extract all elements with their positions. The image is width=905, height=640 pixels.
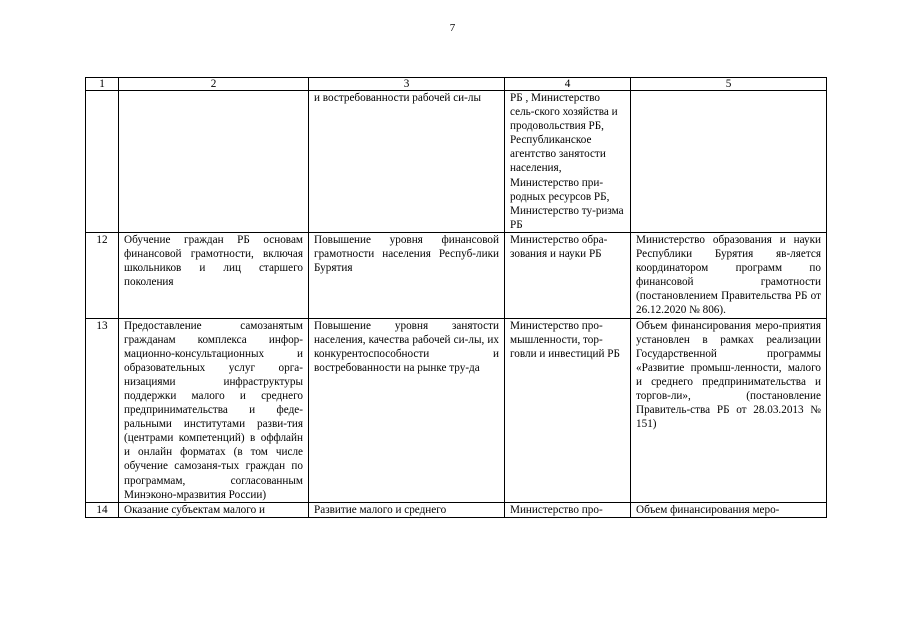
cell-measure: Обучение граждан РБ основам финансовой грамотности, включая школьников и лиц старшего поколения — [119, 232, 309, 318]
table-header-row — [86, 78, 827, 91]
cell-goal: Развитие малого и среднего — [309, 502, 505, 517]
header-col-5: 5 — [631, 78, 827, 91]
header-col-1: 1 — [86, 78, 119, 91]
page-number: 7 — [449, 22, 456, 34]
cell-goal: Повышение уровня занятости населения, качества рабочей си-лы, их конкурентоспособности и востребованности на рынке тру-да — [309, 318, 505, 502]
header-col-2: 2 — [119, 78, 309, 91]
table-row — [86, 232, 827, 318]
measures-table — [85, 77, 827, 518]
cell-number — [86, 91, 119, 233]
cell-measure — [119, 91, 309, 233]
cell-note: Объем финансирования меро- — [631, 502, 827, 517]
cell-measure: Оказание субъектам малого и — [119, 502, 309, 517]
cell-goal: и востребованности рабочей си-лы — [309, 91, 505, 233]
header-col-3: 3 — [309, 78, 505, 91]
cell-number: 14 — [86, 502, 119, 517]
cell-number: 12 — [86, 232, 119, 318]
table-row — [86, 91, 827, 233]
cell-number: 13 — [86, 318, 119, 502]
table-row — [86, 318, 827, 502]
cell-responsible: Министерство про-мышленности, тор-говли и инвестиций РБ — [505, 318, 631, 502]
cell-note: Объем финансирования меро-приятия установлен в рамках реализации Государственной программы «Развитие промыш-ленности, малого и среднего предпринимательства и торгов-ли», (постановление Правитель-ства РБ от 28.03.2013 № 151) — [631, 318, 827, 502]
cell-note — [631, 91, 827, 233]
cell-responsible: Министерство обра-зования и науки РБ — [505, 232, 631, 318]
cell-responsible: Министерство про- — [505, 502, 631, 517]
cell-note: Министерство образования и науки Республики Бурятия яв-ляется координатором программ по финансовой грамотности (постановлением Правительства РБ от 26.12.2020 № 806). — [631, 232, 827, 318]
cell-responsible: РБ , Министерство сель-ского хозяйства и продовольствия РБ, Республиканское агентство занятости населения, Министерство при-родных ресурсов РБ, Министерство ту-ризма РБ — [505, 91, 631, 233]
header-col-4: 4 — [505, 78, 631, 91]
table-row — [86, 502, 827, 517]
cell-measure: Предоставление самозанятым гражданам комплекса инфор-мационно-консультационных и образовательных услуг орга-низациями инфраструктуры поддержки малого и среднего предпринимательства и феде-ральными институтами разви-тия (центрами компетенций) в оффлайн и онлайн форматах (в том числе обучение самозаня-тых граждан по программам, согласованным Минэконо-мразвития России) — [119, 318, 309, 502]
cell-goal: Повышение уровня финансовой грамотности населения Респуб-лики Бурятия — [309, 232, 505, 318]
